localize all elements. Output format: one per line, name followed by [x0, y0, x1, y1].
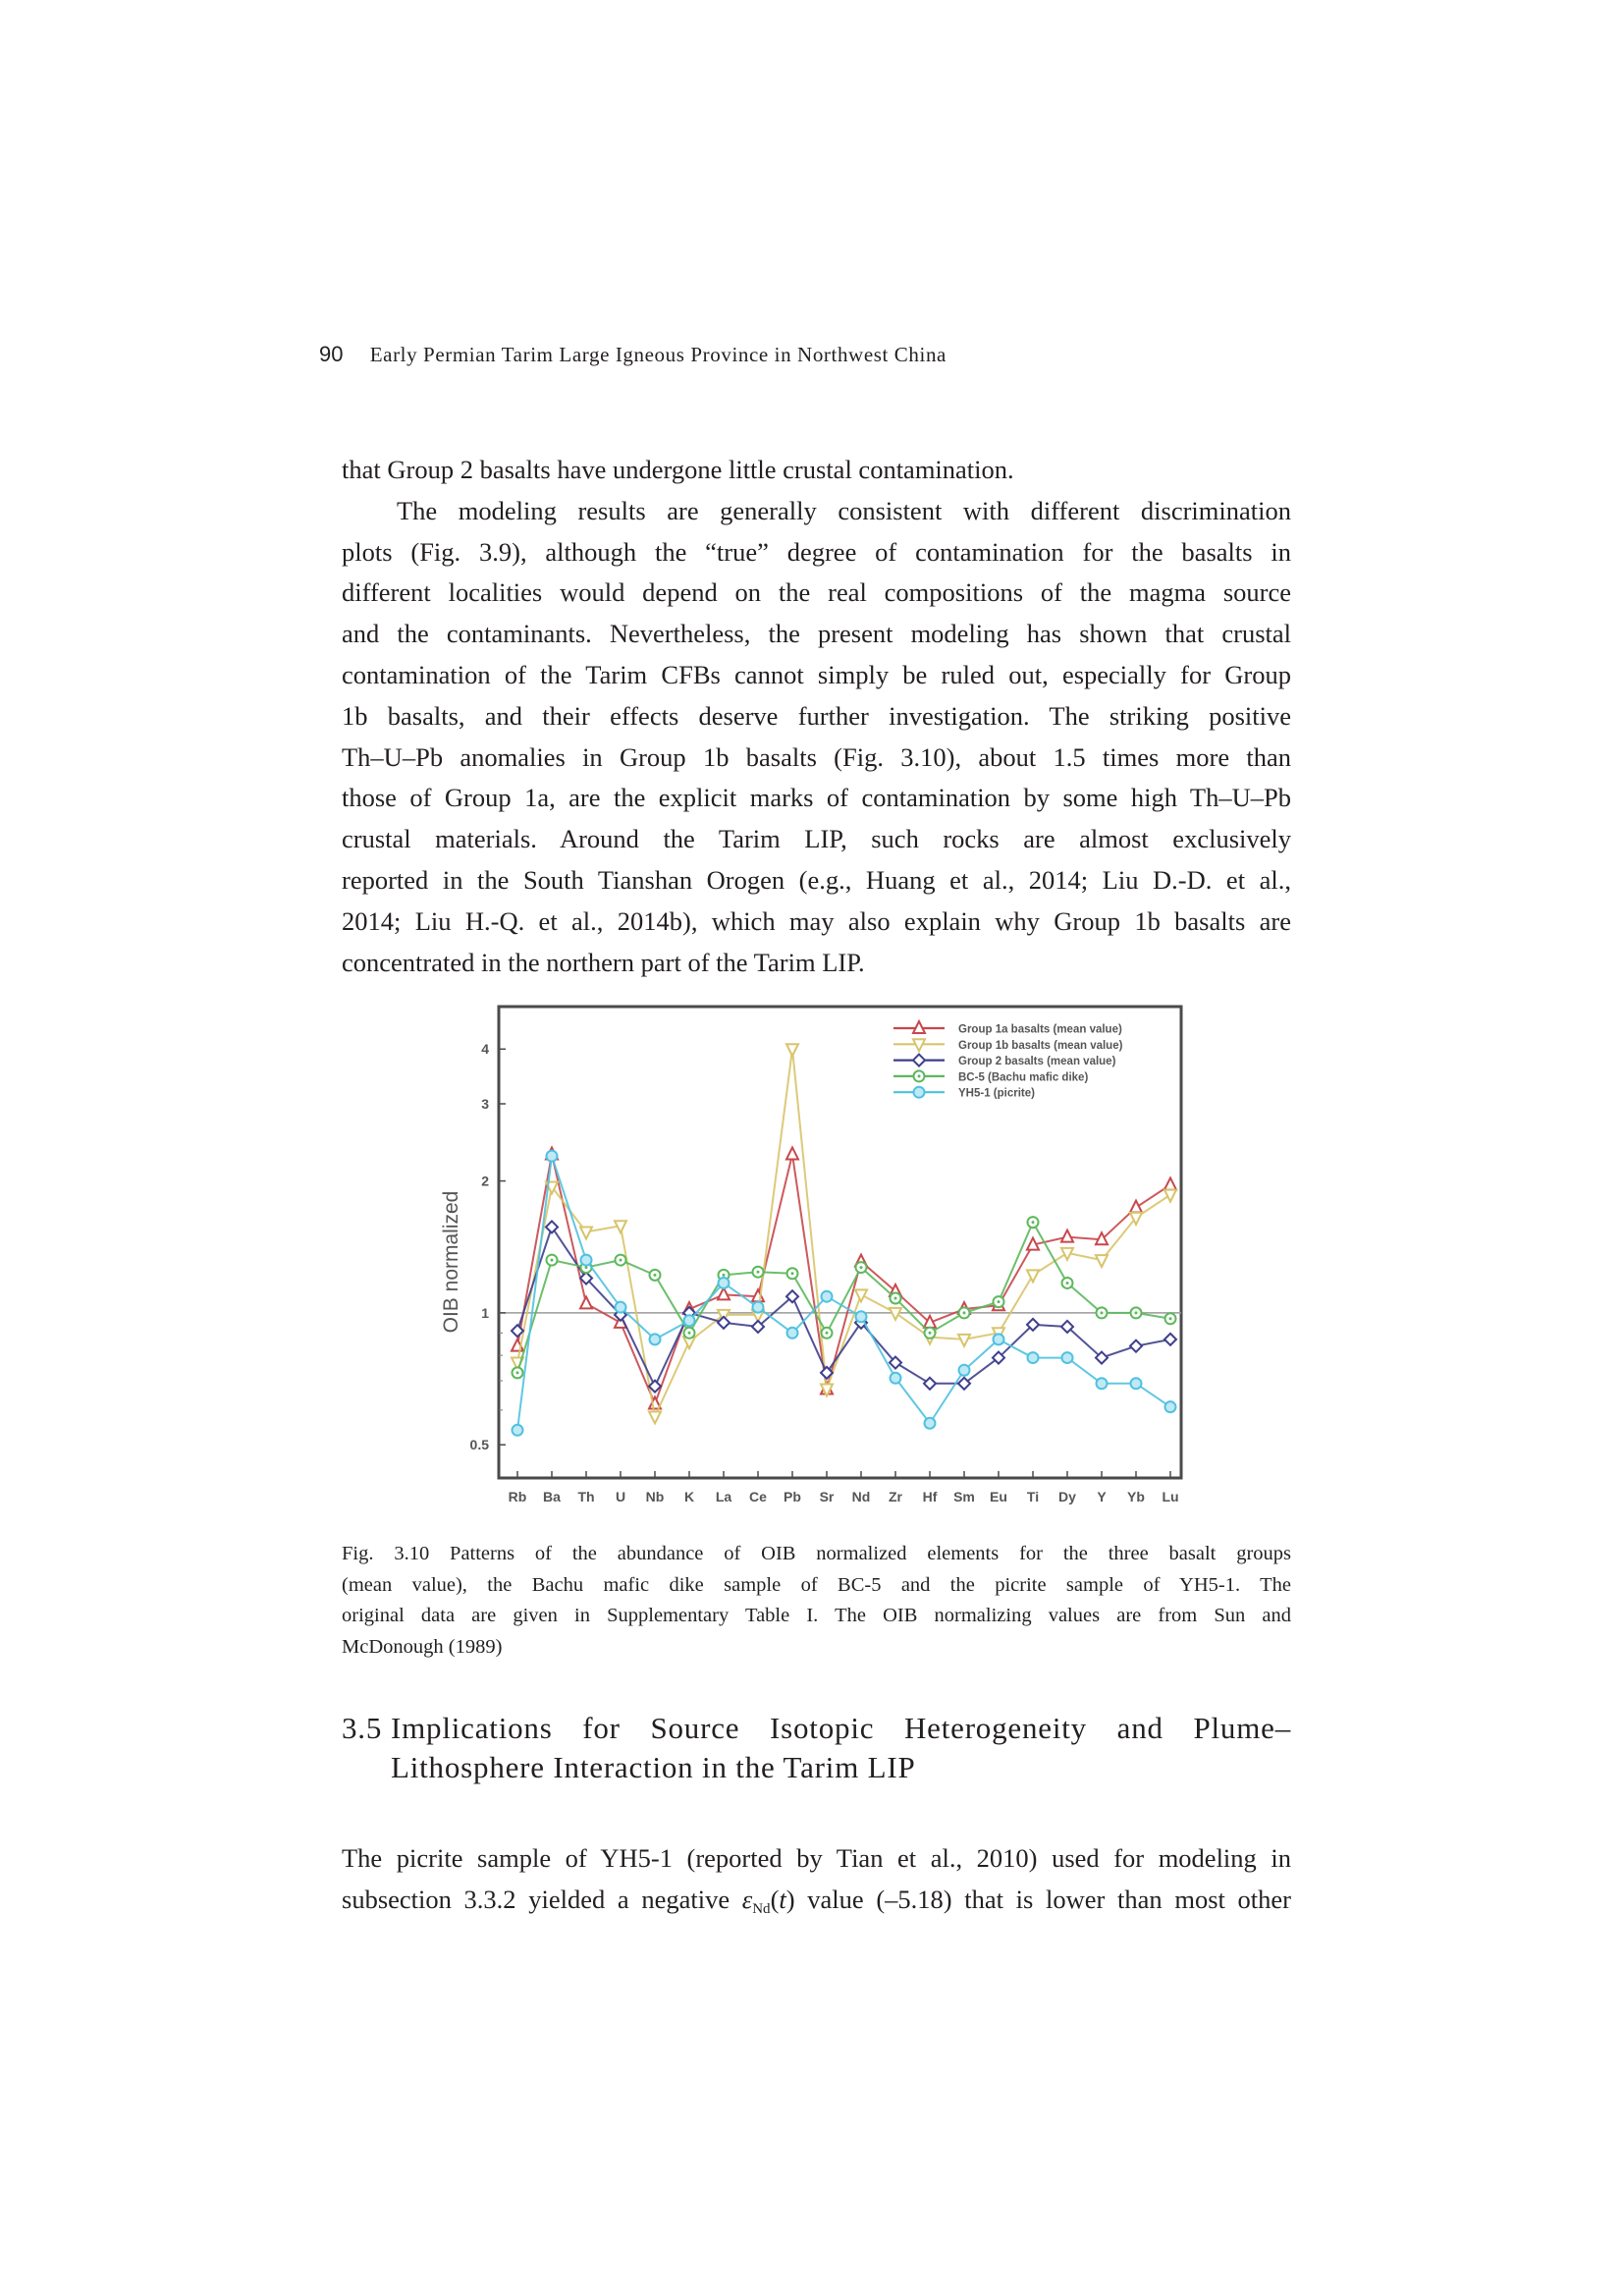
text-fragment: ) value (–5.18) that is lower than most other: [785, 1884, 1291, 1914]
legend-label: Group 2 basalts (mean value): [958, 1056, 1116, 1068]
data-point-dot: [963, 1311, 966, 1314]
section-number: 3.5: [342, 1711, 383, 1745]
data-point-dot: [894, 1296, 897, 1299]
caption-line: original data are given in Supplementary Table I. The OIB normalizing values are from Sun and: [342, 1605, 1291, 1626]
legend-marker-dot: [918, 1074, 921, 1077]
text-line: 1b basalts, and their effects deserve further investigation. The striking positive: [342, 700, 1291, 731]
text-fragment: subsection 3.3.2 yielded a negative: [342, 1884, 742, 1914]
data-point-dot: [1169, 1317, 1172, 1320]
text-line: Th–U–Pb anomalies in Group 1b basalts (Fig. 3.10), about 1.5 times more than: [342, 741, 1291, 772]
text-line: reported in the South Tianshan Orogen (e.g., Huang et al., 2014; Liu D.-D. et al.,: [342, 864, 1291, 895]
text-line: contamination of the Tarim CFBs cannot simply be ruled out, especially for Group: [342, 659, 1291, 689]
x-tick-label: Dy: [1058, 1489, 1076, 1504]
x-tick-label: Sm: [953, 1489, 975, 1504]
data-point-dot: [757, 1271, 760, 1274]
data-point: [925, 1418, 936, 1429]
data-point-dot: [929, 1332, 932, 1335]
data-point: [1131, 1378, 1142, 1389]
x-tick-label: Ba: [543, 1489, 561, 1504]
data-point: [719, 1278, 730, 1288]
x-tick-label: Hf: [922, 1489, 938, 1504]
text-line: crustal materials. Around the Tarim LIP, such rocks are almost exclusively: [342, 824, 1291, 854]
text-line: those of Group 1a, are the explicit marks of contamination by some high Th–U–Pb: [342, 783, 1291, 813]
text-fragment: (: [770, 1884, 780, 1914]
x-tick-label: Lu: [1162, 1489, 1179, 1504]
data-point: [1062, 1352, 1073, 1363]
caption-line: Fig. 3.10 Patterns of the abundance of OIB normalized elements for the three basalt groups: [342, 1543, 1291, 1564]
body-paragraph-1: [342, 450, 1291, 983]
text-line: The modeling results are generally consistent with different discrimination: [397, 495, 1291, 525]
y-tick-label: 2: [481, 1173, 489, 1189]
x-tick-label: Y: [1097, 1489, 1107, 1504]
x-tick-label: Nd: [851, 1489, 871, 1504]
data-point-dot: [551, 1259, 554, 1262]
data-point: [994, 1334, 1004, 1344]
y-tick-label: 1: [481, 1304, 489, 1321]
running-head: [319, 342, 947, 367]
text-line: [342, 1880, 1291, 1931]
text-line: different localities would depend on the real compositions of the magma source: [342, 577, 1291, 608]
epsilon-symbol: ε: [741, 1884, 753, 1914]
data-point-dot: [1101, 1311, 1104, 1314]
data-point-dot: [688, 1332, 691, 1335]
data-point: [787, 1328, 798, 1339]
data-point-dot: [654, 1274, 657, 1277]
data-point-dot: [860, 1266, 863, 1269]
legend-label: Group 1a basalts (mean value): [958, 1023, 1122, 1036]
y-tick-label: 3: [481, 1095, 489, 1112]
legend-label: YH5-1 (picrite): [958, 1087, 1035, 1100]
spider-diagram: [432, 997, 1208, 1527]
x-tick-label: Pb: [784, 1489, 801, 1504]
data-point-dot: [791, 1272, 794, 1275]
x-tick-label: U: [615, 1489, 626, 1504]
data-point: [581, 1255, 592, 1266]
epsilon-subscript: Nd: [752, 1900, 771, 1917]
legend-label: BC-5 (Bachu mafic dike): [958, 1071, 1089, 1084]
time-variable: t: [779, 1884, 786, 1914]
caption-line: McDonough (1989): [342, 1635, 503, 1658]
data-point: [856, 1311, 867, 1322]
data-point-dot: [1032, 1221, 1035, 1224]
data-point-dot: [516, 1371, 519, 1374]
x-tick-label: Sr: [819, 1489, 835, 1504]
caption-line: (mean value), the Bachu mafic dike sample of BC-5 and the picrite sample of YH5-1. The: [342, 1573, 1291, 1596]
data-point: [513, 1425, 523, 1436]
x-tick-label: Ce: [749, 1489, 767, 1504]
data-point: [684, 1315, 695, 1326]
data-point: [959, 1365, 970, 1376]
y-tick-label: 4: [481, 1041, 489, 1058]
data-point-dot: [998, 1300, 1001, 1303]
text-line: plots (Fig. 3.9), although the “true” degree of contamination for the basalts in: [342, 536, 1291, 567]
section-heading: [342, 1709, 1291, 1787]
data-point: [547, 1151, 558, 1162]
data-point: [1028, 1352, 1039, 1363]
legend-marker: [914, 1087, 925, 1098]
data-point: [822, 1291, 833, 1302]
text-line: concentrated in the northern part of the Tarim LIP.: [342, 947, 865, 977]
x-tick-label: Yb: [1127, 1489, 1145, 1504]
legend-label: Group 1b basalts (mean value): [958, 1039, 1123, 1052]
data-point-dot: [723, 1274, 726, 1277]
text-line: and the contaminants. Nevertheless, the present modeling has shown that crustal: [342, 619, 1291, 649]
text-line: 2014; Liu H.-Q. et al., 2014b), which may also explain why Group 1b basalts are: [342, 905, 1291, 936]
x-tick-label: Th: [577, 1489, 595, 1504]
figure-3-10-chart: [432, 997, 1208, 1527]
data-point: [650, 1334, 661, 1344]
body-paragraph-2: [342, 1838, 1291, 1931]
data-point: [753, 1302, 764, 1313]
data-point-dot: [826, 1332, 829, 1335]
x-tick-label: Nb: [645, 1489, 665, 1504]
y-tick-label: 0.5: [469, 1437, 489, 1453]
x-tick-label: La: [715, 1489, 732, 1504]
page-number: 90: [319, 342, 344, 366]
figure-caption: [342, 1539, 1291, 1663]
x-tick-label: Eu: [990, 1489, 1007, 1504]
x-tick-label: Ti: [1026, 1489, 1040, 1504]
data-point: [891, 1373, 901, 1384]
section-title-line-2: Lithosphere Interaction in the Tarim LIP: [391, 1750, 916, 1784]
data-point: [616, 1302, 626, 1313]
book-title: Early Permian Tarim Large Igneous Province in Northwest China: [369, 343, 947, 366]
data-point-dot: [620, 1259, 622, 1262]
data-point: [1097, 1378, 1108, 1389]
x-tick-label: Zr: [889, 1489, 902, 1504]
section-title-line-1: Implications for Source Isotopic Heterogeneity and Plume–: [391, 1711, 1291, 1745]
text-line: The picrite sample of YH5-1 (reported by Tian et al., 2010) used for modeling in: [342, 1843, 1291, 1873]
x-tick-label: K: [683, 1489, 695, 1504]
x-tick-label: Rb: [508, 1489, 527, 1504]
text-line: that Group 2 basalts have undergone little crustal contamination.: [342, 455, 1014, 484]
data-point: [1165, 1401, 1176, 1412]
data-point-dot: [1066, 1282, 1069, 1285]
y-axis-label: OIB normalized: [440, 1190, 462, 1334]
data-point-dot: [1135, 1311, 1138, 1314]
